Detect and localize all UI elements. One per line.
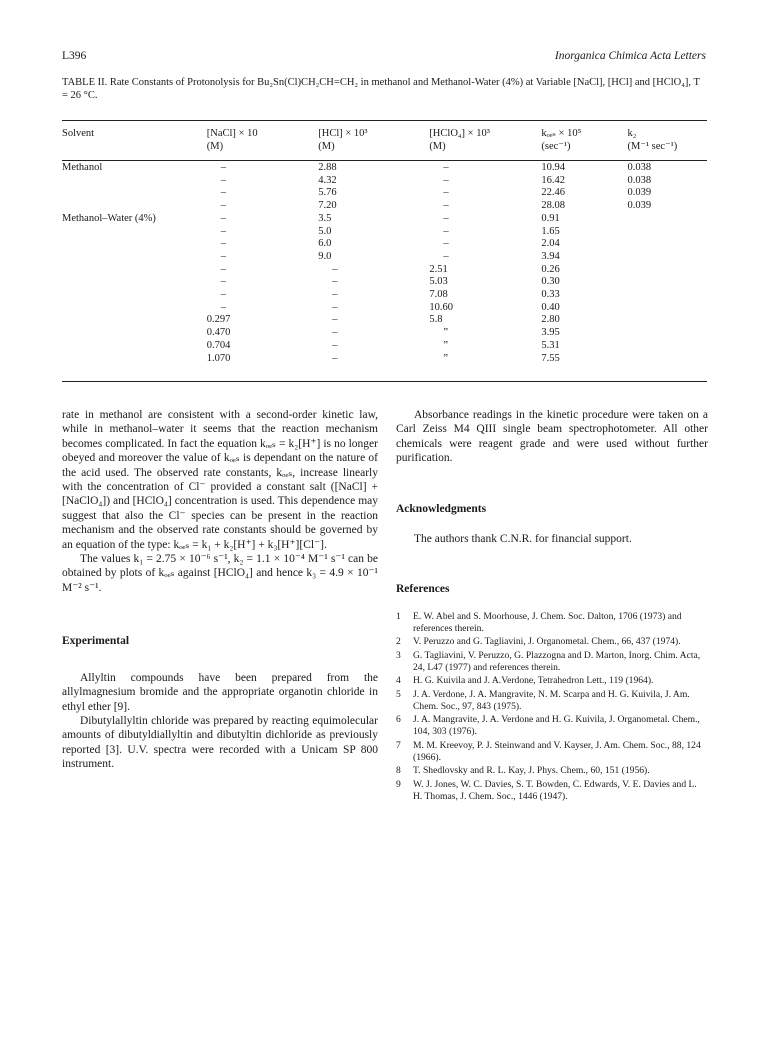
- reference-text: T. Shedlovsky and R. L. Kay, J. Phys. Chem., 60, 151 (1956).: [413, 765, 650, 777]
- table-cell: [628, 264, 707, 277]
- body-paragraph: Dibutylallyltin chloride was prepared by reacting equimolecular amounts of dibutyldiallyltin and dibutyltin dichloride as previously reported [3]. U.V. spectra were recorded with a Unicam SP 800 instrument.: [62, 714, 378, 771]
- reference-text: M. M. Kreevoy, P. J. Steinwand and V. Kayser, J. Am. Chem. Soc., 88, 124 (1966).: [413, 739, 701, 763]
- table-cell: 5.03: [429, 276, 448, 288]
- right-column: [396, 408, 708, 804]
- table-cell: –: [443, 174, 449, 186]
- table-row: [62, 226, 707, 239]
- reference-number: 9: [396, 778, 401, 790]
- table-cell: [628, 276, 707, 289]
- table-cell: 1.070: [206, 352, 231, 364]
- reference-item: [396, 611, 708, 635]
- table-cell: 0.33: [541, 289, 560, 301]
- table-cell: 2.51: [429, 263, 448, 275]
- table-cell: [628, 251, 707, 264]
- rate-constants-table: [62, 124, 707, 365]
- table-cell: ”: [443, 339, 448, 351]
- section-heading-acknowledgments: Acknowledgments: [396, 502, 487, 515]
- table-row: [62, 327, 707, 340]
- reference-item: [396, 714, 708, 738]
- table-cell: [62, 200, 207, 213]
- left-column: [62, 408, 378, 772]
- reference-item: [396, 740, 708, 764]
- col-header-k2: k₂ (M⁻¹ sec⁻¹): [627, 128, 678, 152]
- table-cell: [628, 327, 707, 340]
- table-cell: [628, 340, 707, 353]
- table-cell: [62, 226, 207, 239]
- body-paragraph: rate in methanol are consistent with a second-order kinetic law, while in methanol–water it seems that the reaction mechanism becomes complicated. In fact the equation kₒₑₛ = k₂[H⁺] is no longer obeyed and moreover the value of kₒₑₛ is dependant on the nature of the acid used. The observed rate constants, kₒₑₛ, increase linearly with the concentration of Cl⁻ provided a constant salt ([NaCl] + [NaClO₄]) and [HClO₄] concentration is used. This dependence may suggest that also the Cl⁻ species can be present in the reaction mechanism and the observed rate constants should be governed by an equation of the type: kₒₑₛ = k₁ + k₂[H⁺] + k₃[H⁺][Cl⁻].: [62, 409, 378, 551]
- table-cell: [628, 289, 707, 302]
- table-cell: 7.08: [429, 289, 448, 301]
- table-cell: 2.88: [318, 162, 337, 173]
- body-paragraph: The values k₁ = 2.75 × 10⁻⁶ s⁻¹, k₂ = 1.1 × 10⁻⁴ M⁻¹ s⁻¹ can be obtained by plots of kₒₑₛ against [HClO₄] and hence k₃ = 4.9 × 10⁻¹ M⁻² s⁻¹.: [62, 553, 378, 594]
- table-cell: 0.470: [206, 327, 231, 339]
- table-row: [62, 353, 707, 366]
- table-cell: ”: [443, 352, 448, 364]
- table-cell: 10.94: [541, 162, 566, 173]
- table-cell: 2.80: [541, 314, 560, 326]
- table-cell: [62, 314, 207, 327]
- body-paragraph: Absorbance readings in the kinetic procedure were taken on a Carl Zeiss M4 QIII single beam spectrophotometer. All other chemicals were reagent grade and were used without further purification.: [396, 409, 708, 465]
- table-row: [62, 238, 707, 251]
- table-cell: 5.0: [318, 225, 332, 237]
- table-cell: [62, 302, 207, 315]
- reference-text: H. G. Kuivila and J. A.Verdone, Tetrahedron Lett., 119 (1964).: [413, 675, 654, 687]
- table-bottom-rule: [62, 381, 707, 382]
- table-cell: [62, 187, 207, 200]
- table-cell: [62, 276, 207, 289]
- table-cell: 9.0: [318, 250, 332, 262]
- table-cell: –: [332, 314, 338, 326]
- reference-number: 8: [396, 765, 401, 777]
- table-cell: –: [220, 162, 226, 173]
- table-cell: 22.46: [541, 187, 566, 199]
- reference-text: J. A. Mangravite, J. A. Verdone and H. G. Kuivila, J. Organometal. Chem., 104, 303 (1976).: [413, 714, 700, 738]
- table-caption: TABLE II. Rate Constants of Protonolysis for Bu₂Sn(Cl)CH₂CH=CH₂ in methanol and Methanol-Water (4%) at Variable [NaCl], [HCl] and [HClO₄], T = 26 °C.: [62, 77, 700, 101]
- table-cell: [62, 238, 207, 251]
- reference-number: 7: [396, 739, 401, 751]
- reference-text: E. W. Abel and S. Moorhouse, J. Chem. Soc. Dalton, 1706 (1973) and references therein.: [413, 610, 682, 634]
- table-cell: Methanol–Water (4%): [62, 212, 156, 224]
- table-cell: –: [220, 238, 226, 250]
- page-number: L396: [62, 50, 87, 62]
- table-top-rule: [62, 120, 707, 121]
- table-cell: [628, 238, 707, 251]
- table-row: [62, 213, 707, 226]
- table-cell: –: [332, 263, 338, 275]
- col-header-kobs: kₒₑₛ × 10⁵ (sec⁻¹): [541, 128, 582, 152]
- table-cell: –: [332, 289, 338, 301]
- reference-number: 6: [396, 714, 401, 726]
- table-row: [62, 276, 707, 289]
- table-cell: 5.76: [318, 187, 337, 199]
- col-header-nacl: [NaCl] × 10 (M): [206, 128, 258, 152]
- table-cell: –: [220, 289, 226, 301]
- table-row: [62, 200, 707, 213]
- col-header-hcl: [HCl] × 10³ (M): [318, 128, 368, 152]
- reference-text: V. Peruzzo and G. Tagliavini, J. Organometal. Chem., 66, 437 (1974).: [413, 636, 681, 648]
- reference-item: [396, 650, 708, 674]
- table-cell: [628, 353, 707, 366]
- table-cell: 3.95: [541, 327, 560, 339]
- section-heading-experimental: Experimental: [62, 635, 130, 648]
- col-header-solvent: Solvent: [62, 128, 95, 139]
- table-cell: [62, 289, 207, 302]
- table-cell: 1.65: [541, 225, 560, 237]
- table-cell: [62, 251, 207, 264]
- acknowledgment-text: The authors thank C.N.R. for financial support.: [414, 533, 632, 546]
- table-cell: [628, 302, 707, 315]
- table-cell: 0.30: [541, 276, 560, 288]
- table-row: [62, 251, 707, 264]
- table-cell: –: [332, 301, 338, 313]
- table-cell: –: [443, 200, 449, 212]
- reference-item: [396, 636, 708, 648]
- table-cell: [628, 226, 707, 239]
- table-cell: 0.038: [627, 162, 652, 173]
- table-cell: Methanol: [62, 162, 103, 173]
- table-cell: –: [443, 250, 449, 262]
- table-row: [62, 264, 707, 277]
- table-cell: –: [443, 225, 449, 237]
- reference-number: 3: [396, 649, 401, 661]
- table-cell: –: [220, 212, 226, 224]
- table-cell: 3.94: [541, 250, 560, 262]
- table-cell: 0.26: [541, 263, 560, 275]
- table-cell: –: [220, 187, 226, 199]
- table-row: [62, 175, 707, 188]
- table-cell: –: [220, 250, 226, 262]
- table-cell: 5.8: [429, 314, 443, 326]
- reference-text: G. Tagliavini, V. Peruzzo, G. Plazzogna and D. Marton, Inorg. Chim. Acta, 24, L47 (1977) and references therein.: [413, 649, 701, 673]
- table-cell: 0.038: [627, 174, 652, 186]
- reference-number: 1: [396, 610, 401, 622]
- table-row: [62, 187, 707, 200]
- reference-item: [396, 779, 708, 803]
- table-row: [62, 302, 707, 315]
- table-cell: 28.08: [541, 200, 566, 212]
- table-cell: –: [443, 212, 449, 224]
- table-row: [62, 289, 707, 302]
- table-cell: [628, 314, 707, 327]
- table-cell: –: [220, 225, 226, 237]
- body-paragraph: Allyltin compounds have been prepared from the allylmagnesium bromide and the appropriate organotin chloride in ethyl ether [9].: [62, 671, 378, 713]
- table-cell: 0.039: [627, 200, 652, 212]
- reference-item: [396, 765, 708, 777]
- table-row: [62, 314, 707, 327]
- table-cell: ”: [443, 327, 448, 339]
- table-cell: 5.31: [541, 339, 560, 351]
- reference-item: [396, 689, 708, 713]
- table-cell: –: [220, 200, 226, 212]
- section-heading-references: References: [396, 583, 450, 596]
- table-cell: 0.704: [206, 339, 231, 351]
- reference-number: 5: [396, 688, 401, 700]
- reference-item: [396, 675, 708, 687]
- table-cell: –: [220, 263, 226, 275]
- table-cell: 7.20: [318, 200, 337, 212]
- table-cell: 6.0: [318, 238, 332, 250]
- reference-list: [396, 611, 708, 803]
- table-cell: 0.297: [206, 314, 231, 326]
- table-cell: 0.91: [541, 212, 560, 224]
- table-cell: –: [332, 352, 338, 364]
- reference-text: J. A. Verdone, J. A. Mangravite, N. M. Scarpa and H. G. Kuivila, J. Am. Chem. Soc., 97, 843 (1975).: [413, 688, 690, 712]
- table-cell: –: [443, 238, 449, 250]
- table-cell: [62, 327, 207, 340]
- journal-title: Inorganica Chimica Acta Letters: [554, 50, 706, 62]
- table-row: [62, 340, 707, 353]
- table-cell: –: [443, 187, 449, 199]
- table-cell: 7.55: [541, 352, 560, 364]
- col-header-hclo4: [HClO₄] × 10³ (M): [429, 128, 490, 152]
- table-cell: –: [332, 276, 338, 288]
- reference-number: 4: [396, 675, 401, 687]
- table-cell: –: [443, 162, 449, 173]
- table-cell: 16.42: [541, 174, 566, 186]
- table-cell: –: [220, 276, 226, 288]
- table-row: [62, 162, 707, 175]
- table-cell: [62, 264, 207, 277]
- table-cell: –: [220, 301, 226, 313]
- table-cell: –: [332, 327, 338, 339]
- table-cell: [62, 175, 207, 188]
- table-cell: 4.32: [318, 174, 337, 186]
- table-cell: [62, 353, 207, 366]
- table-cell: –: [332, 339, 338, 351]
- table-cell: 10.60: [429, 301, 453, 313]
- table-cell: [62, 340, 207, 353]
- reference-text: W. J. Jones, W. C. Davies, S. T. Bowden, C. Edwards, V. E. Davies and L. H. Thomas, J. Chem. Soc., 1446 (1947).: [413, 778, 697, 802]
- table-cell: 3.5: [318, 212, 332, 224]
- table-cell: 0.40: [541, 301, 560, 313]
- table-cell: 2.04: [541, 238, 560, 250]
- table-cell: –: [220, 174, 226, 186]
- reference-number: 2: [396, 636, 401, 648]
- table-cell: 0.039: [627, 187, 652, 199]
- table-cell: [628, 213, 707, 226]
- table-header-row: [62, 124, 707, 153]
